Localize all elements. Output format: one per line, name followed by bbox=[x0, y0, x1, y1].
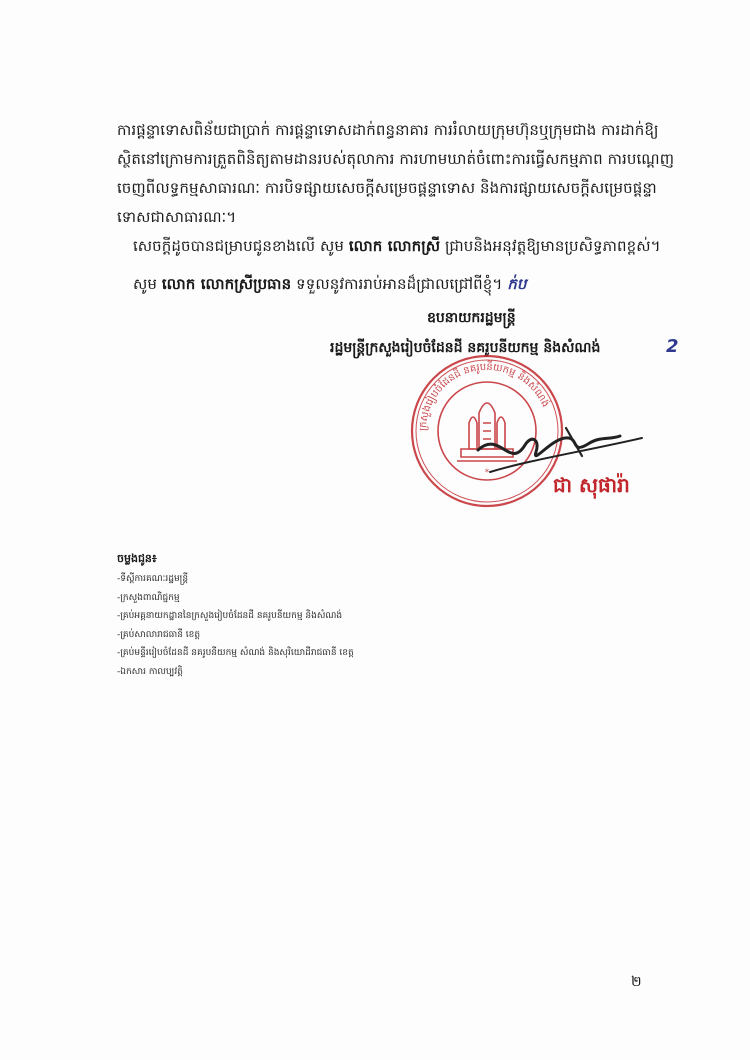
paragraph-line: ស្ថិតនៅក្រោមការត្រួតពិនិត្យតាមដានរបស់តុលាការ ការហាមឃាត់ចំពោះការធ្វើសកម្មភាព ការបណ្តេញ bbox=[117, 150, 675, 168]
cc-recipient-list bbox=[117, 570, 354, 682]
cc-recipient: -គ្រប់អគ្គនាយកដ្ឋាននៃក្រសួងរៀបចំដែនដី នគរូបនីយកម្ម និងសំណង់ bbox=[117, 611, 343, 622]
paragraph-request bbox=[133, 232, 661, 261]
page-number: ២ bbox=[631, 974, 642, 990]
seal-text: ក្រសួងរៀបចំដែនដី នគរូបនីយកម្ម និងសំណង់ bbox=[417, 361, 551, 432]
signer-title-deputy-pm: ឧបនាយករដ្ឋមន្ត្រី bbox=[427, 310, 516, 326]
cc-recipient: -គ្រប់សាលារាជធានី ខេត្ត bbox=[117, 629, 201, 640]
signer-name: ជា សុផារ៉ា bbox=[553, 473, 630, 497]
handwritten-mark: 2 bbox=[666, 336, 679, 357]
signer-title-minister: រដ្ឋមន្ត្រីក្រសួងរៀបចំដែនដី នគរូបនីយកម្ម និងសំណង់ bbox=[330, 340, 601, 356]
paragraph-line: ការផ្តន្ទាទោសពិន័យជាប្រាក់ ការផ្តន្ទាទោសដាក់ពន្ធនាគារ ការរំលាយក្រុមហ៊ុនឬក្រុមជាង ការដាក់ឱ្យ bbox=[117, 121, 659, 139]
cc-recipient: -ឯកសារ កាលប្បវត្តិ bbox=[117, 666, 183, 677]
paragraph-text: ទទួលនូវការរាប់អានដ៏ជ្រាលជ្រៅពីខ្ញុំ។ bbox=[291, 275, 508, 293]
addressee-bold: លោក លោកស្រី bbox=[348, 237, 441, 255]
cc-recipient: -គ្រប់មន្ទីររៀបចំដែនដី នគរូបនីយកម្ម សំណង់ និងសុរិយោដីរាជធានី ខេត្ត bbox=[117, 648, 354, 659]
paragraph-line: ទោសជាសាធារណៈ។ bbox=[117, 208, 237, 226]
handwritten-initials: ក់ប bbox=[507, 275, 527, 293]
svg-text:*: * bbox=[484, 468, 490, 478]
paragraph-text: សេចក្តីដូចបានជម្រាបជូនខាងលើ សូម bbox=[133, 237, 349, 255]
paragraph-line: ចេញពីលទ្ធកម្មសាធារណៈ ការបិទផ្សាយសេចក្តីសម្រេចផ្តន្ទាទោស និងការផ្សាយសេចក្តីសម្រេចផ្តន្ទា bbox=[117, 179, 657, 197]
paragraph-text: ជ្រាបនិងអនុវត្តឱ្យមានប្រសិទ្ធភាពខ្ពស់។ bbox=[440, 237, 661, 255]
paragraph-closing bbox=[133, 270, 526, 299]
paragraph-penalties bbox=[117, 116, 674, 232]
paragraph-text: សូម bbox=[133, 275, 162, 293]
cc-recipient: -ទីស្តីការគណៈរដ្ឋមន្ត្រី bbox=[117, 574, 189, 584]
cc-recipient: -ក្រសួងពាណិជ្ជកម្ម bbox=[117, 592, 180, 603]
cc-heading: ចម្លងជូន៖ bbox=[117, 552, 157, 565]
addressee-bold: លោក លោកស្រីប្រធាន bbox=[161, 275, 292, 293]
